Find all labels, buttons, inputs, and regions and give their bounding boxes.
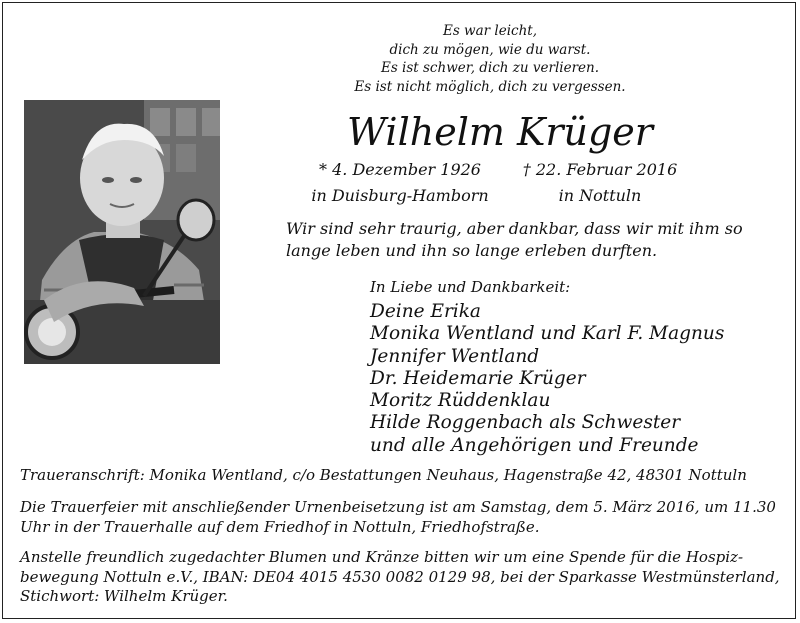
mourner-name: Deine Erika	[370, 301, 481, 322]
mourner-name: Hilde Roggenbach als Schwester	[370, 412, 681, 434]
mourner-name: und alle Angehörigen und Freunde	[370, 434, 699, 456]
poem-line: Es war leicht,	[442, 23, 538, 39]
poem-line: Es ist schwer, dich zu verlieren.	[380, 60, 600, 76]
birth-info	[280, 157, 520, 209]
donation-info: Anstelle freundlich zugedachter Blumen und Kränze bitten wir um eine Spende für die Hospiz-bewegung Nottuln e.V., IBAN: DE04 4015 4530 0082 0129 98, bei der Sparkasse Westmünsterland, Stichwort: Wilhelm Krüger.	[20, 548, 780, 605]
birth-date: * 4. Dezember 1926	[319, 160, 481, 179]
death-date: † 22. Februar 2016	[522, 160, 678, 179]
mourning-address: Traueranschrift: Monika Wentland, c/o Bestattungen Neuhaus, Hagenstraße 42, 48301 Nottuln	[20, 466, 747, 484]
ceremony-info: Die Trauerfeier mit anschließender Urnenbeisetzung ist am Samstag, dem 5. März 2016, um 11.30 Uhr in der Trauerhalle auf dem Friedhof in Nottuln, Friedhofstraße.	[20, 498, 776, 536]
poem-line: dich zu mögen, wie du warst.	[389, 41, 591, 58]
mourner-name: Monika Wentland und Karl F. Magnus	[370, 323, 725, 345]
condolence-message: Wir sind sehr traurig, aber dankbar, dass wir mit ihm so lange leben und ihn so lange erleben durften.	[286, 219, 743, 260]
death-info	[500, 157, 700, 209]
mourners-list	[370, 301, 724, 457]
mourner-name: Jennifer Wentland	[370, 345, 540, 367]
poem-line: Es ist nicht möglich, dich zu vergessen.	[354, 78, 626, 95]
deceased-name: Wilhelm Krüger	[347, 110, 653, 154]
love-intro: In Liebe und Dankbarkeit:	[370, 278, 571, 296]
death-place: in Nottuln	[558, 186, 642, 205]
birth-place: in Duisburg-Hamborn	[311, 186, 489, 205]
memorial-poem	[330, 22, 650, 96]
mourner-name: Dr. Heidemarie Krüger	[370, 367, 586, 389]
portrait-photo	[24, 100, 220, 364]
mourner-name: Moritz Rüddenklau	[370, 390, 551, 412]
